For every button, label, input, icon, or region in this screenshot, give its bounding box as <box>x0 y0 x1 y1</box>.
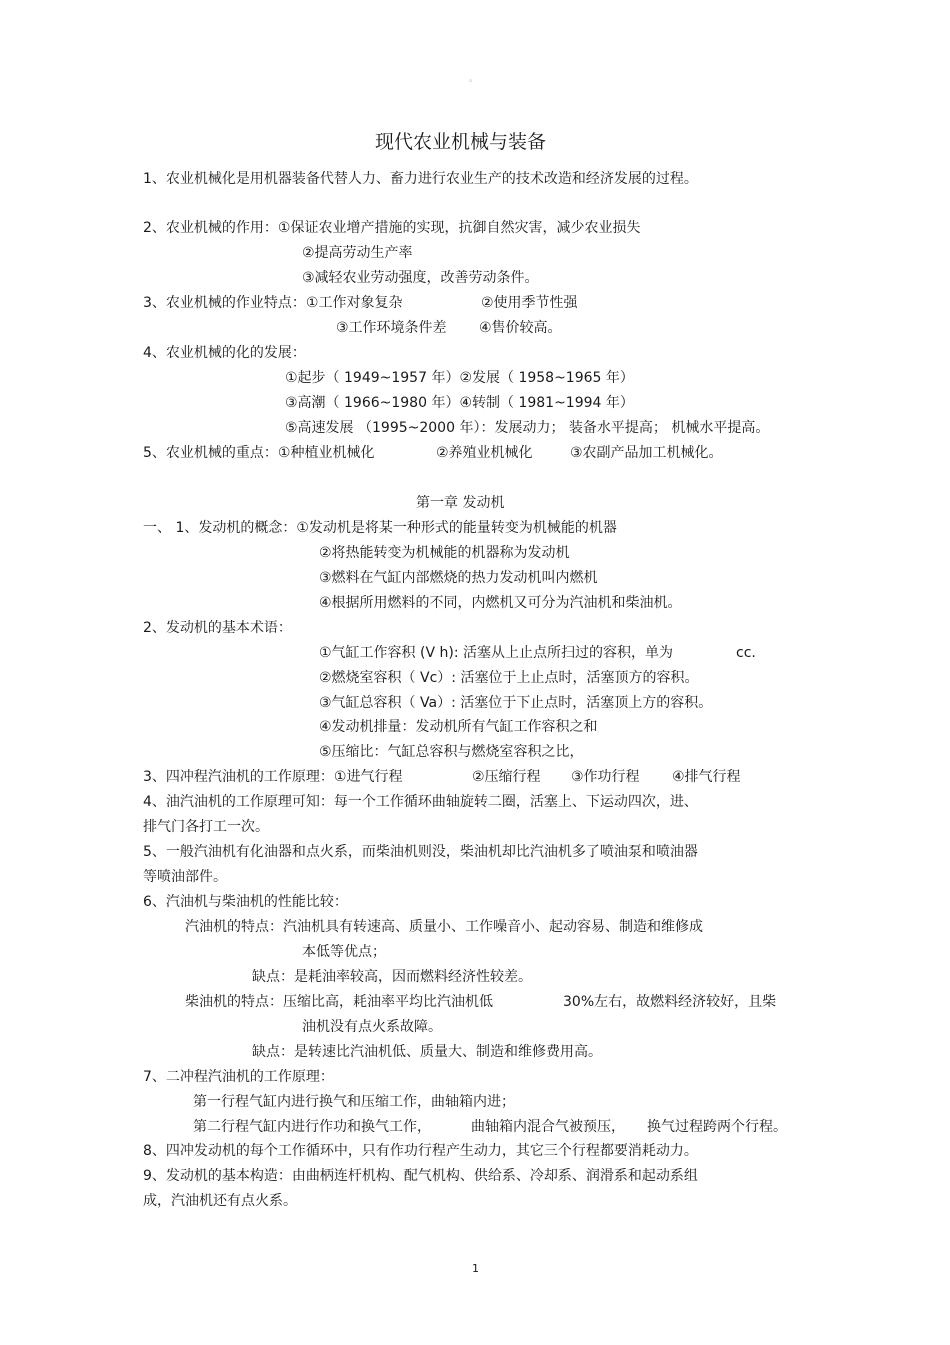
text-line: 排气门各打工一次。 <box>143 819 269 835</box>
text-line: ③气缸总容积（ Va）: 活塞位于下止点时，活塞顶上方的容积。 <box>319 695 713 711</box>
text-line: 5、农业机械的重点：①种植业机械化 <box>143 445 375 461</box>
text-line: 等喷油部件。 <box>143 869 227 885</box>
text-line: 9、发动机的基本构造：由曲柄连杆机构、配气机构、供给系、冷却系、润滑系和起动系组 <box>143 1168 698 1184</box>
text-line: ③减轻农业劳动强度，改善劳动条件。 <box>302 270 539 286</box>
text-line: ①气缸工作容积 (V h): 活塞从上止点所扫过的容积，单为 <box>319 645 673 661</box>
text-line: 2、发动机的基本术语： <box>143 620 292 636</box>
text-line: ②将热能转变为机械能的机器称为发动机 <box>319 545 570 561</box>
text-line: cc. <box>736 645 756 661</box>
text-line: ③高潮（ 1966~1980 年）④转制（ 1981~1994 年） <box>285 395 634 411</box>
header-mark: 。 <box>469 74 477 83</box>
text-line: 第二行程气缸内进行作功和换气工作， <box>193 1119 431 1135</box>
text-line: ⑤高速发展 （1995~2000 年）：发展动力； 装备水平提高； 机械水平提高。 <box>285 420 770 436</box>
text-line: 曲轴箱内混合气被预压， <box>471 1119 625 1135</box>
text-line: ③工作环境条件差 <box>336 320 447 336</box>
text-line: ④发动机排量：发动机所有气缸工作容积之和 <box>319 719 598 735</box>
text-line: ①起步（ 1949~1957 年）②发展（ 1958~1965 年） <box>285 370 634 386</box>
text-line: 30%左右，故燃料经济较好，且柴 <box>563 994 777 1010</box>
text-line: ②提高劳动生产率 <box>302 245 413 261</box>
page-title: 现代农业机械与装备 <box>375 131 547 153</box>
text-line: 第一行程气缸内进行换气和压缩工作，曲轴箱内进； <box>193 1094 515 1110</box>
text-line: 本低等优点； <box>302 944 386 960</box>
text-line: ②压缩行程 <box>472 769 541 785</box>
text-line: 3、农业机械的作业特点：①工作对象复杂 <box>143 295 403 311</box>
text-line: 油机没有点火系故障。 <box>302 1019 442 1035</box>
text-line: 柴油机的特点：压缩比高，耗油率平均比汽油机低 <box>185 994 493 1010</box>
text-line: 8、四冲发动机的每个工作循环中，只有作功行程产生动力，其它三个行程都要消耗动力。 <box>143 1143 698 1159</box>
text-line: 7、二冲程汽油机的工作原理： <box>143 1069 334 1085</box>
text-line: 2、农业机械的作用：①保证农业增产措施的实现，抗御自然灾害，减少农业损失 <box>143 220 641 236</box>
text-line: 4、油汽油机的工作原理可知：每一个工作循环曲轴旋转二圈，活塞上、下运动四次，进、 <box>143 794 698 810</box>
text-line: ④根据所用燃料的不同，内燃机又可分为汽油机和柴油机。 <box>319 595 682 611</box>
text-line: ②燃烧室容积（ Vc）: 活塞位于上止点时，活塞顶方的容积。 <box>319 670 699 686</box>
text-line: 汽油机的特点：汽油机具有转速高、质量小、工作噪音小、起动容易、制造和维修成 <box>185 919 703 935</box>
text-line: ③农副产品加工机械化。 <box>570 445 723 461</box>
text-line: ⑤压缩比：气缸总容积与燃烧室容积之比， <box>319 744 584 760</box>
text-line: 3、四冲程汽油机的工作原理：①进气行程 <box>143 769 403 785</box>
text-line: ④售价较高。 <box>479 320 562 336</box>
text-line: 6、汽油机与柴油机的性能比较： <box>143 894 348 910</box>
text-line: ②养殖业机械化 <box>436 445 533 461</box>
text-line: 4、农业机械的化的发展： <box>143 345 306 361</box>
text-line: 缺点：是转速比汽油机低、质量大、制造和维修费用高。 <box>252 1044 602 1060</box>
text-line: 1、农业机械化是用机器装备代替人力、畜力进行农业生产的技术改造和经济发展的过程。 <box>143 171 698 187</box>
text-line: 一、 1、发动机的概念：①发动机是将某一种形式的能量转变为机械能的机器 <box>143 520 617 536</box>
chapter-title: 第一章 发动机 <box>416 495 505 511</box>
text-line: 成，汽油机还有点火系。 <box>143 1193 297 1209</box>
text-line: 5、一般汽油机有化油器和点火系，而柴油机则没，柴油机却比汽油机多了喷油泵和喷油器 <box>143 844 698 860</box>
text-line: 换气过程跨两个行程。 <box>647 1119 787 1135</box>
page-number: 1 <box>472 1262 479 1275</box>
text-line: ④排气行程 <box>672 769 741 785</box>
text-line: ②使用季节性强 <box>481 295 578 311</box>
text-line: 缺点：是耗油率较高，因而燃料经济性较差。 <box>252 969 532 985</box>
text-line: ③燃料在气缸内部燃烧的热力发动机叫内燃机 <box>319 570 598 586</box>
text-line: ③作功行程 <box>571 769 640 785</box>
